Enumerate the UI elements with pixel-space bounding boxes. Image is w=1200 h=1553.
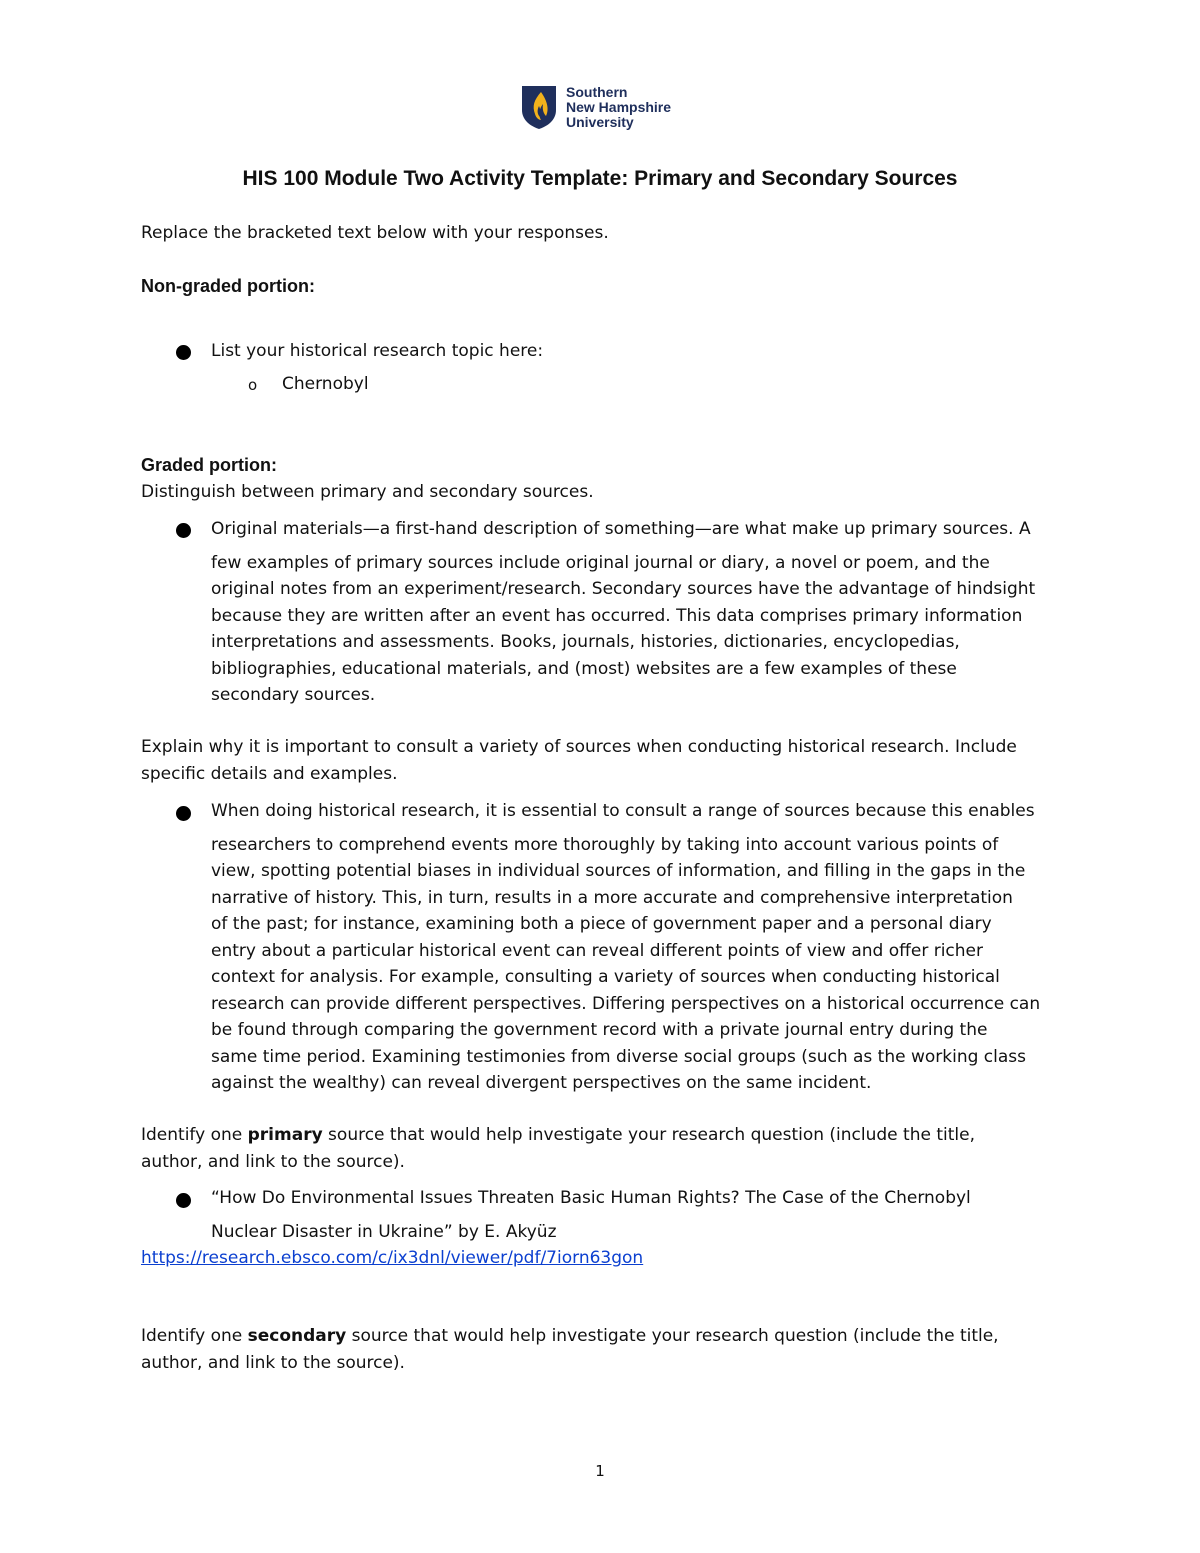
question-3-before: Identify one — [141, 1125, 248, 1145]
question-3-line-2: author, and link to the source). — [141, 1151, 405, 1172]
answer-1 — [211, 516, 1071, 709]
question-1: Distinguish between primary and secondary sources. — [141, 482, 594, 502]
bullet-icon — [176, 345, 191, 360]
question-4-line-2: author, and link to the source). — [141, 1352, 405, 1373]
answer-1-line: interpretations and assessments. Books, journals, histories, dictionaries, encyclopedias, — [211, 632, 960, 652]
answer-2-line: entry about a particular historical event can reveal different points of view and offer richer — [211, 940, 983, 961]
question-4-before: Identify one — [141, 1326, 248, 1346]
primary-source-link[interactable]: https://research.ebsco.com/c/ix3dnl/viewer/pdf/7iorn63gon — [141, 1248, 644, 1268]
answer-2 — [211, 798, 1071, 1097]
university-name — [566, 85, 671, 130]
sub-bullet-icon: o — [248, 376, 258, 394]
logo-line-3: University — [566, 114, 634, 130]
answer-1-line: original notes from an experiment/research. Secondary sources have the advantage of hindsight — [211, 579, 1036, 599]
answer-2-line: context for analysis. For example, consulting a variety of sources when conducting historical — [211, 967, 1000, 987]
answer-2-line: of the past; for instance, examining both a piece of government paper and a personal diary — [211, 914, 992, 934]
topic-answer: Chernobyl — [282, 374, 369, 394]
answer-1-line: few examples of primary sources include original journal or diary, a novel or poem, and the — [211, 552, 990, 573]
answer-2-line: When doing historical research, it is essential to consult a range of sources because this enables — [211, 801, 1035, 821]
answer-2-line: view, spotting potential biases in individual sources of information, and filling in the gaps in the — [211, 861, 1026, 881]
answer-2-line: research can provide different perspectives. Differing perspectives on a historical occurrence can — [211, 993, 1041, 1014]
answer-1-line: Original materials—a first-hand description of something—are what make up primary sources. A — [211, 519, 1031, 539]
university-logo — [520, 84, 671, 130]
question-2-line: Explain why it is important to consult a variety of sources when conducting historical research. Include — [141, 737, 1017, 757]
answer-2-line: narrative of history. This, in turn, results in a more accurate and comprehensive interpretation — [211, 887, 1013, 908]
answer-2-line: be found through comparing the government record with a private journal entry during the — [211, 1020, 988, 1040]
topic-prompt: List your historical research topic here: — [211, 341, 544, 361]
question-4 — [141, 1323, 1071, 1376]
document-title: HIS 100 Module Two Activity Template: Primary and Secondary Sources — [242, 167, 958, 190]
bullet-icon — [176, 523, 191, 538]
question-2-line: specific details and examples. — [141, 763, 398, 784]
question-3 — [141, 1122, 1071, 1175]
graded-heading: Graded portion: — [141, 455, 277, 475]
question-4-emphasis: secondary — [247, 1326, 347, 1346]
bullet-icon — [176, 806, 191, 821]
answer-2-line: against the wealthy) can reveal divergent perspectives on the same incident. — [211, 1073, 872, 1093]
page-number: 1 — [595, 1462, 605, 1480]
instruction-text: Replace the bracketed text below with your responses. — [141, 223, 609, 243]
answer-1-line: because they are written after an event has occurred. This data comprises primary information — [211, 605, 1023, 626]
question-3-emphasis: primary — [247, 1125, 323, 1145]
answer-2-line: researchers to comprehend events more thoroughly by taking into account various points of — [211, 834, 999, 855]
question-3-line-1 — [141, 1122, 1071, 1149]
answer-3-line: Nuclear Disaster in Ukraine” by E. Akyüz — [211, 1221, 557, 1242]
flame-shield-icon — [520, 84, 558, 130]
answer-3-line: “How Do Environmental Issues Threaten Basic Human Rights? The Case of the Chernobyl — [211, 1188, 971, 1208]
question-4-after: source that would help investigate your research question (include the title, — [346, 1326, 999, 1346]
question-3-after: source that would help investigate your research question (include the title, — [322, 1125, 975, 1145]
answer-2-line: same time period. Examining testimonies from diverse social groups (such as the working class — [211, 1046, 1027, 1067]
answer-3 — [211, 1185, 1071, 1245]
logo-line-1: Southern — [566, 84, 628, 100]
logo-line-2: New Hampshire — [566, 99, 672, 115]
question-4-line-1 — [141, 1323, 1071, 1350]
answer-1-line: bibliographies, educational materials, and (most) websites are a few examples of these — [211, 658, 957, 679]
question-2 — [141, 734, 1071, 787]
bullet-icon — [176, 1193, 191, 1208]
answer-1-line: secondary sources. — [211, 685, 376, 705]
non-graded-heading: Non-graded portion: — [141, 276, 315, 296]
